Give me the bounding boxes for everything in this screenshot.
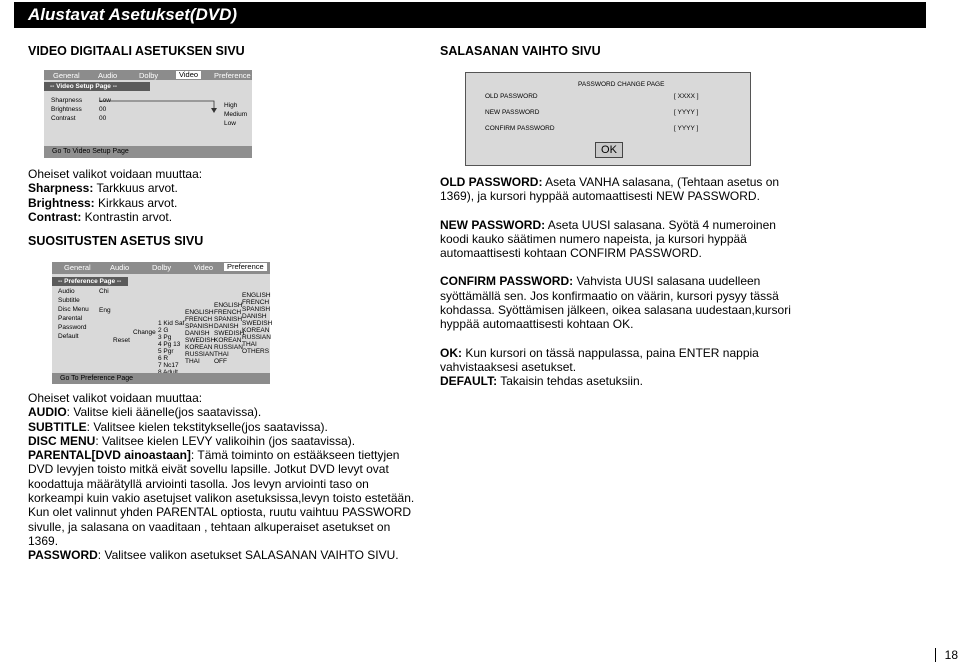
desc-line: Sharpness: Tarkkuus arvot. bbox=[28, 181, 178, 196]
pref-desc-intro: Oheiset valikot voidaan muuttaa: bbox=[28, 391, 203, 405]
language-item[interactable]: KOREAN bbox=[214, 337, 242, 344]
pref-label[interactable]: Subtitle bbox=[58, 297, 80, 304]
desc-line: PARENTAL[DVD ainoastaan]: Tämä toiminto on estääkseen tiettyjen bbox=[28, 448, 400, 463]
language-item[interactable]: ENGLISH bbox=[185, 309, 214, 316]
language-item[interactable]: DANISH bbox=[185, 330, 210, 337]
desc-line: OK: Kun kursori on tässä nappulassa, paina ENTER nappia bbox=[440, 345, 759, 360]
tab-general[interactable]: General bbox=[53, 71, 80, 80]
desc-line: syöttämällä sen. Jos konfirmaatio on väärin, kursori pysyy tässä bbox=[440, 288, 779, 303]
rating-item[interactable]: 2 G bbox=[158, 327, 169, 334]
rating-item[interactable]: 3 Pg bbox=[158, 334, 172, 341]
tab-audio[interactable]: Audio bbox=[98, 71, 118, 80]
language-item[interactable]: SWEDISH bbox=[214, 330, 245, 337]
tab-preference[interactable]: Preference bbox=[224, 263, 267, 271]
desc-para bbox=[440, 175, 791, 204]
rating-item[interactable]: 6 R bbox=[158, 355, 169, 362]
desc-line: koodi kauko säätimen numero napeista, ja kursori hyppää bbox=[440, 231, 747, 246]
language-item[interactable]: OFF bbox=[214, 358, 227, 365]
old-password-field[interactable]: [ XXXX ] bbox=[674, 93, 699, 100]
new-password-label: NEW PASSWORD bbox=[485, 109, 540, 116]
old-password-label: OLD PASSWORD bbox=[485, 93, 538, 100]
confirm-password-label: CONFIRM PASSWORD bbox=[485, 125, 555, 132]
tab-dolby[interactable]: Dolby bbox=[139, 71, 159, 80]
rating-item[interactable]: 4 Pg 13 bbox=[158, 341, 181, 348]
title-bar bbox=[14, 2, 926, 28]
password-change-box bbox=[465, 72, 751, 166]
option-low[interactable]: Low bbox=[224, 120, 236, 127]
language-item[interactable]: ENGLISH bbox=[242, 292, 271, 299]
rating-item[interactable]: 1 Kid Saf bbox=[158, 320, 185, 327]
tab-audio[interactable]: Audio bbox=[110, 263, 130, 272]
contrast-value: 00 bbox=[99, 115, 107, 122]
desc-line: 1369), ja kursori hyppää automaattisesti NEW PASSWORD. bbox=[440, 189, 760, 204]
pref-label[interactable]: Default bbox=[58, 333, 79, 340]
password-change[interactable]: Change bbox=[133, 329, 156, 336]
sharpness-value: Low bbox=[99, 97, 111, 104]
disc-menu-value: Eng bbox=[99, 307, 111, 314]
preference-menu bbox=[52, 262, 273, 384]
option-high[interactable]: High bbox=[224, 102, 238, 109]
video-setup-header: -- Video Setup Page -- bbox=[44, 82, 150, 91]
language-item[interactable]: DANISH bbox=[242, 313, 267, 320]
desc-line: automaattisesti kohtaan CONFIRM PASSWORD. bbox=[440, 246, 702, 261]
video-setup-menu bbox=[44, 70, 252, 158]
password-box-title: PASSWORD CHANGE PAGE bbox=[578, 81, 665, 88]
tab-video[interactable]: Video bbox=[194, 263, 214, 272]
arrow-icon bbox=[99, 98, 219, 114]
page-number: 18 bbox=[935, 648, 960, 662]
video-menu-tabs bbox=[44, 70, 252, 80]
option-medium[interactable]: Medium bbox=[224, 111, 248, 118]
preference-header: -- Preference Page -- bbox=[52, 277, 128, 286]
brightness-value: 00 bbox=[99, 106, 107, 113]
video-description bbox=[28, 167, 202, 224]
desc-line: NEW PASSWORD: Aseta UUSI salasana. Syötä 4 numeroinen bbox=[440, 217, 776, 232]
video-heading: VIDEO DIGITAALI ASETUKSEN SIVU bbox=[28, 44, 245, 58]
brightness-label[interactable]: Brightness bbox=[51, 106, 82, 113]
contrast-label[interactable]: Contrast bbox=[51, 115, 76, 122]
pref-menu-footer[interactable]: Go To Preference Page bbox=[52, 373, 270, 384]
language-item[interactable]: OTHERS bbox=[242, 348, 270, 355]
language-item[interactable]: DANISH bbox=[214, 323, 239, 330]
pref-label[interactable]: Disc Menu bbox=[58, 306, 89, 313]
password-heading: SALASANAN VAIHTO SIVU bbox=[440, 44, 601, 58]
desc-para bbox=[440, 218, 791, 261]
language-item[interactable]: FRENCH bbox=[242, 299, 270, 306]
desc-line: kohdassa. Syöttämisen jälkeen, oikea salasana uudestaan,kursori bbox=[440, 303, 791, 318]
desc-line: DISC MENU: Valitsee kielen LEVY valikoihin (jos saatavissa). bbox=[28, 433, 356, 448]
language-item[interactable]: THAI bbox=[214, 351, 229, 358]
new-password-field[interactable]: [ YYYY ] bbox=[674, 109, 699, 116]
desc-line: Contrast: Kontrastin arvot. bbox=[28, 209, 173, 224]
language-item[interactable]: ENGLISH bbox=[214, 302, 243, 309]
desc-line: SUBTITLE: Valitsee kielen tekstitykselle(jos saatavissa). bbox=[28, 419, 328, 434]
pref-label[interactable]: Password bbox=[58, 324, 87, 331]
desc-line: AUDIO: Valitse kieli äänelle(jos saatavissa). bbox=[28, 405, 262, 420]
language-item[interactable]: KOREAN bbox=[242, 327, 270, 334]
language-item[interactable]: FRENCH bbox=[185, 316, 213, 323]
desc-line: DVD levyjen toisto mitkä eivät sovellu lapsille. Jotkut DVD levyt ovat bbox=[28, 462, 389, 477]
desc-line: CONFIRM PASSWORD: Vahvista UUSI salasana uudelleen bbox=[440, 274, 761, 289]
language-item[interactable]: SPANISH bbox=[185, 323, 214, 330]
password-description bbox=[440, 175, 791, 389]
language-item[interactable]: RUSSIAN bbox=[185, 351, 214, 358]
video-desc-intro: Oheiset valikot voidaan muuttaa: bbox=[28, 167, 203, 181]
language-item[interactable]: SPANISH bbox=[242, 306, 271, 313]
desc-line: 1369. bbox=[28, 533, 59, 548]
desc-line: hyppää automaattisesti kohtaan OK. bbox=[440, 317, 634, 332]
subtitle-language-list bbox=[214, 302, 244, 365]
desc-para bbox=[440, 346, 791, 389]
language-item[interactable]: THAI bbox=[185, 358, 200, 365]
ok-button[interactable]: OK bbox=[595, 142, 623, 158]
rating-item[interactable]: 5 Pgr bbox=[158, 348, 174, 355]
rating-item[interactable]: 7 Nc17 bbox=[158, 362, 179, 369]
page-title: Alustavat Asetukset(DVD) bbox=[28, 5, 238, 24]
audio-language-list bbox=[242, 292, 272, 355]
language-item[interactable]: THAI bbox=[242, 341, 257, 348]
pref-label[interactable]: Parental bbox=[58, 315, 83, 322]
desc-line: sivulle, ja salasana on vaaditaan , tehtaan alkuperaiset asetukset on bbox=[28, 519, 391, 534]
pref-label[interactable]: Audio bbox=[58, 288, 75, 295]
desc-line: DEFAULT: Takaisin tehdas asetuksiin. bbox=[440, 374, 643, 389]
tab-general[interactable]: General bbox=[64, 263, 91, 272]
preference-heading: SUOSITUSTEN ASETUS SIVU bbox=[28, 234, 204, 248]
tab-video[interactable]: Video bbox=[176, 71, 201, 79]
preference-description bbox=[28, 391, 414, 563]
desc-line: korkeampi kuin vakio asetujset valikon asetuksissa,levyn toisto estetään. bbox=[28, 491, 415, 506]
tab-preference[interactable]: Preference bbox=[214, 71, 251, 80]
language-item[interactable]: SWEDISH bbox=[242, 320, 273, 327]
default-reset[interactable]: Reset bbox=[113, 337, 130, 344]
desc-line: OLD PASSWORD: Aseta VANHA salasana, (Tehtaan asetus on bbox=[440, 175, 780, 189]
disc-menu-language-list bbox=[185, 309, 215, 365]
desc-line: Kun olet valinnut yhden PARENTAL optiosta, ruutu vaihtuu PASSWORD bbox=[28, 505, 412, 520]
language-item[interactable]: SPANISH bbox=[214, 316, 243, 323]
desc-line: PASSWORD: Valitsee valikon asetukset SALASANAN VAIHTO SIVU. bbox=[28, 548, 399, 563]
confirm-password-field[interactable]: [ YYYY ] bbox=[674, 125, 699, 132]
language-item[interactable]: SWEDISH bbox=[185, 337, 216, 344]
desc-para bbox=[440, 274, 791, 331]
sharpness-label[interactable]: Sharpness bbox=[51, 97, 83, 104]
language-item[interactable]: RUSSIAN bbox=[214, 344, 243, 351]
desc-line: Brightness: Kirkkaus arvot. bbox=[28, 195, 178, 210]
language-item[interactable]: RUSSIAN bbox=[242, 334, 271, 341]
desc-line: vahvistaaksesi asetukset. bbox=[440, 359, 577, 374]
rating-list bbox=[158, 320, 184, 376]
audio-value: Chi bbox=[99, 288, 109, 295]
video-menu-footer[interactable]: Go To Video Setup Page bbox=[44, 146, 252, 158]
tab-dolby[interactable]: Dolby bbox=[152, 263, 172, 272]
pref-menu-tabs bbox=[52, 262, 270, 274]
desc-line: koodattuja määrätyllä arviointi tasolla. Jos levyn arviointi taso on bbox=[28, 476, 369, 491]
language-item[interactable]: KOREAN bbox=[185, 344, 213, 351]
language-item[interactable]: FRENCH bbox=[214, 309, 242, 316]
